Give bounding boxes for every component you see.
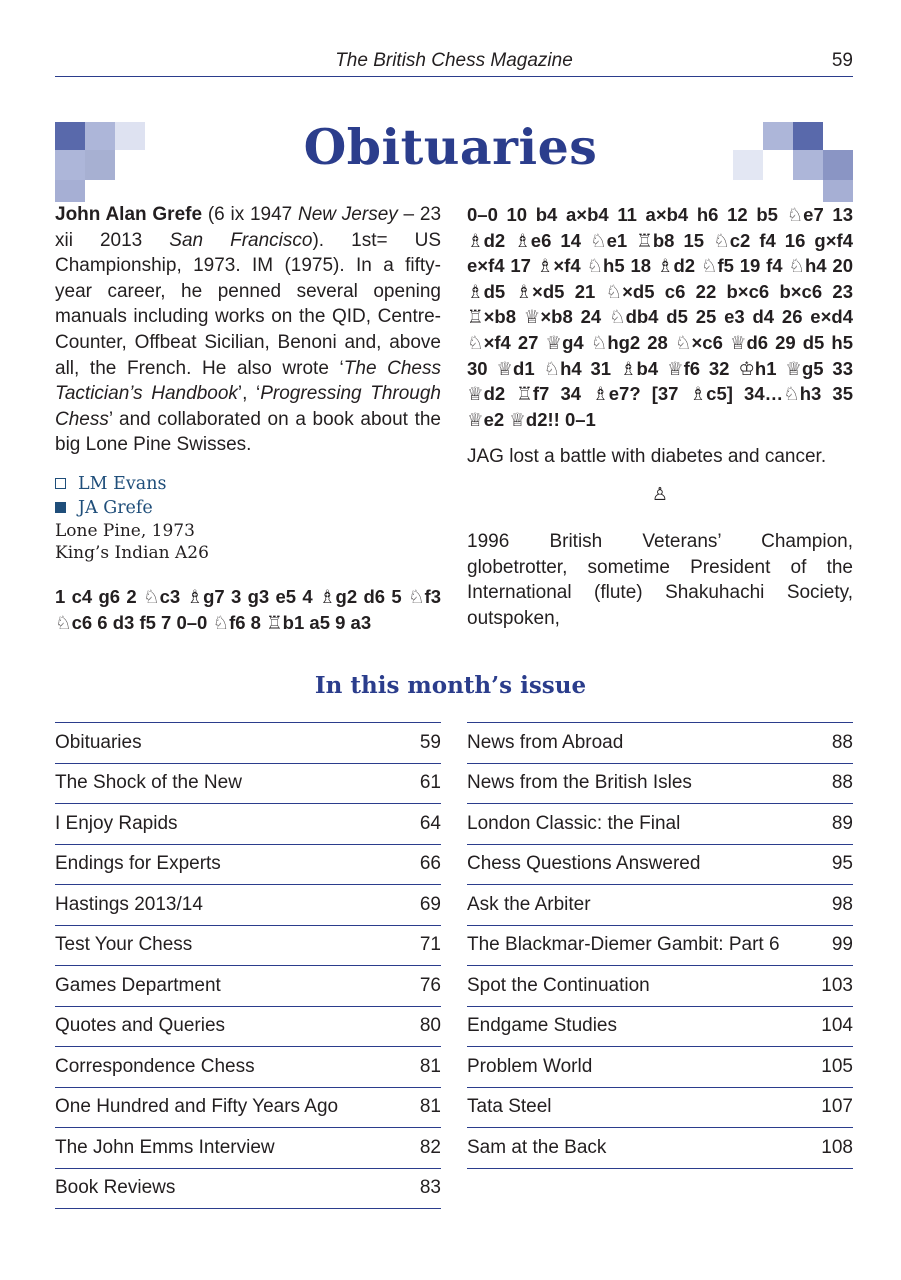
toc-row[interactable]: Test Your Chess 71 [55,925,441,966]
toc-row[interactable]: London Classic: the Final 89 [467,803,853,844]
toc-right [467,722,853,1169]
page-number: 59 [831,50,853,71]
toc-row[interactable]: Correspondence Chess 81 [55,1046,441,1087]
game-moves-part1: 1 c4 g6 2 ♘c3 ♗g7 3 g3 e5 4 ♗g2 d6 5 ♘f3 ♘c6 6 d3 f5 7 0–0 ♘f6 8 ♖b1 a5 9 a3 [55,585,441,633]
toc-row[interactable]: Tata Steel 107 [467,1087,853,1128]
toc-row[interactable]: News from Abroad 88 [467,722,853,763]
toc-row[interactable]: News from the British Isles 88 [467,763,853,804]
closing-line: JAG lost a battle with diabetes and cancer. [467,446,827,468]
toc-row[interactable]: Obituaries 59 [55,722,441,763]
toc-row[interactable]: Ask the Arbiter 98 [467,884,853,925]
right-column [467,202,853,631]
game-opening: King’s Indian A26 [55,542,209,563]
toc-row[interactable]: The John Emms Interview 82 [55,1127,441,1168]
pawn-separator-icon: ♙ [651,483,669,504]
toc-left [55,722,441,1209]
toc-row[interactable]: Chess Questions Answered 95 [467,844,853,885]
black-player: JA Grefe [55,496,441,520]
toc-row[interactable]: One Hundred and Fifty Years Ago 81 [55,1087,441,1128]
white-player: LM Evans [55,472,441,496]
toc-row[interactable]: Endgame Studies 104 [467,1006,853,1047]
toc-row[interactable]: The Blackmar-Diemer Gambit: Part 6 99 [467,925,853,966]
running-head [55,50,853,77]
toc-row[interactable]: I Enjoy Rapids 64 [55,803,441,844]
toc-row[interactable]: Quotes and Queries 80 [55,1006,441,1047]
game-event: Lone Pine, 1973 [55,520,195,541]
toc-row[interactable]: Spot the Continuation 103 [467,965,853,1006]
next-obituary-paragraph: 1996 British Veterans’ Champion, globetrotter, sometime President of the International (flute) Shakuhachi Society, outspoken, [467,530,853,629]
game-moves-part2: 0–0 10 b4 a×b4 11 a×b4 h6 12 b5 ♘e7 13 ♗d2 ♗e6 14 ♘e1 ♖b8 15 ♘c2 f4 16 g×f4 e×f4 17 ♗×f4 ♘h5 18 ♗d2 ♘f5 19 f4 ♘h4 20 ♗d5 ♗×d5 21 ♘×d5 c6 22 b×c6 b×c6 23 ♖×b8 ♕×b8 24 ♘db4 d5 25 e3 d4 26 e×d4 ♘×f4 27 ♕g4 ♘hg2 28 ♘×c6 ♕d6 29 d5 h5 30 ♕d1 ♘h4 31 ♗b4 ♕f6 32 ♔h1 ♕g5 33 ♕d2 ♖f7 34 ♗e7? [37 ♗c5] 34…♘h3 35 ♕e2 ♕d2!! 0–1 [467,204,853,430]
toc-row[interactable]: Sam at the Back 108 [467,1127,853,1169]
black-square-icon [55,502,66,513]
left-column [55,202,441,635]
toc-row[interactable]: Games Department 76 [55,965,441,1006]
toc-row[interactable]: Hastings 2013/14 69 [55,884,441,925]
obituary-paragraph: John Alan Grefe (6 ix 1947 New Jersey – 23 xii 2013 San Francisco). 1st= US Championship, 1973. IM (1975). In a fifty-year career, he penned several opening manuals including works on the QID, Centre-Counter, Offbeat Sicilian, Benoni and, above all, the French. He also wrote ‘The Chess Tactician’s Handbook’, ‘Progressing Through Chess’ and collaborated on a book about the big Lone Pine Swisses. [55,204,442,456]
toc-row[interactable]: Endings for Experts 66 [55,844,441,885]
toc-row[interactable]: Book Reviews 83 [55,1168,441,1210]
toc-row[interactable]: The Shock of the New 61 [55,763,441,804]
issue-title: In this month’s issue [314,672,587,699]
toc-row[interactable]: Problem World 105 [467,1046,853,1087]
section-title: Obituaries [303,118,598,176]
obituary-name: John Alan Grefe [55,204,203,225]
white-square-icon [55,478,66,489]
running-title: The British Chess Magazine [335,50,573,71]
